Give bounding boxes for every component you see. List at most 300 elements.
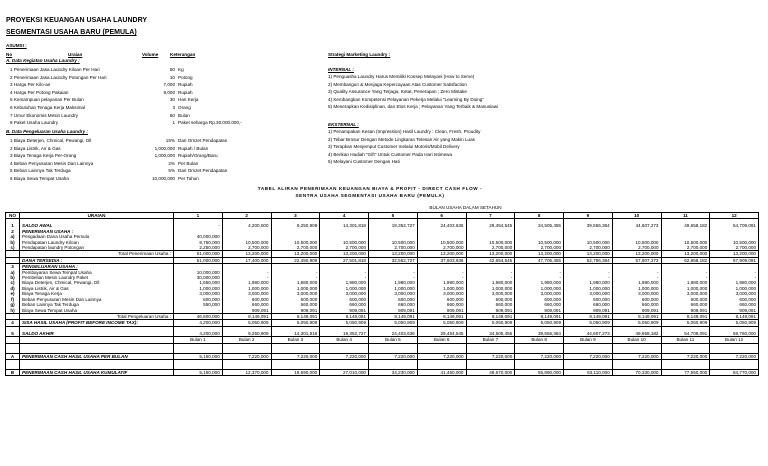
row-label: Total Penerimaan Usaha : bbox=[20, 251, 174, 257]
row-value: 40,000,000 bbox=[174, 234, 223, 239]
row-value: 1,980,000 bbox=[710, 280, 759, 285]
row-value: 7,220,000 bbox=[271, 353, 320, 359]
header-month: 5 bbox=[369, 213, 418, 219]
row-value: Bulan 7 bbox=[466, 337, 515, 343]
asumsi-item-volume: 1 bbox=[172, 120, 175, 126]
external-item: 5) Melayani Customer Dengan Hati bbox=[328, 159, 400, 165]
row-value: 8,149,091 bbox=[710, 313, 759, 319]
asumsi-item-uraian: 4 Beban Penyusutan Mesin Dan Lainnya bbox=[10, 160, 94, 166]
row-value: 909,091 bbox=[417, 308, 466, 314]
asumsi-label: ASUMSI : bbox=[6, 43, 27, 48]
row-value: 7,220,000 bbox=[661, 353, 710, 359]
row-value: - bbox=[612, 275, 661, 280]
row-value: 2,700,000 bbox=[466, 245, 515, 251]
row-value: 34,505,455 bbox=[466, 331, 515, 337]
row-label: SISA HASIL USAHA (PROFIT BEFORE INCOME TAX): bbox=[20, 320, 174, 326]
row-value: 55,890,000 bbox=[515, 369, 564, 375]
row-value: 600,000 bbox=[564, 297, 613, 302]
row-value: 600,000 bbox=[466, 297, 515, 302]
row-value: 8,149,091 bbox=[466, 313, 515, 319]
row-value bbox=[271, 359, 320, 369]
row-value: 660,000 bbox=[564, 302, 613, 307]
row-value: 2,700,000 bbox=[515, 245, 564, 251]
row-value: 2,700,000 bbox=[320, 245, 369, 251]
row-value: 19,590,000 bbox=[271, 369, 320, 375]
row-value: 13,200,000 bbox=[612, 251, 661, 257]
row-value: 1,980,000 bbox=[369, 280, 418, 285]
row-value: 5,050,909 bbox=[417, 320, 466, 326]
row-value: 600,000 bbox=[174, 297, 223, 302]
row-value: 1,980,000 bbox=[320, 280, 369, 285]
row-value: 12,370,000 bbox=[222, 369, 271, 375]
row-value: 41,450,000 bbox=[417, 369, 466, 375]
row-value: 2,700,000 bbox=[612, 245, 661, 251]
row-value: 1,000,000 bbox=[417, 286, 466, 291]
asumsi-item-uraian: 1 Biaya Deterjen, Chmical, Pewangi, Dll bbox=[10, 138, 92, 143]
row-value: 600,000 bbox=[222, 297, 271, 302]
row-value: 13,200,000 bbox=[369, 251, 418, 257]
row-value: 2,700,000 bbox=[222, 245, 271, 251]
asumsi-item bbox=[10, 120, 310, 128]
row-value: 660,000 bbox=[612, 302, 661, 307]
row-value: 30,000,000 bbox=[174, 275, 223, 280]
asumsi-item-keterangan: Orang bbox=[178, 104, 191, 110]
row-value: - bbox=[661, 270, 710, 275]
internal-item: 1) Penguasha Laundry Harus Memiliki Konsep Melayani (How to Serve) bbox=[328, 74, 475, 79]
row-value: 1,000,000 bbox=[320, 286, 369, 291]
row-value: 5,050,909 bbox=[222, 320, 271, 326]
row-value: 13,200,000 bbox=[661, 251, 710, 257]
row-value: Bulan 10 bbox=[612, 337, 661, 343]
asumsi-item-uraian: 2 Biaya Listrik, Air & Gas bbox=[10, 145, 61, 151]
row-value: 3,000,000 bbox=[174, 291, 223, 296]
row-label: Pembayaran Sewa Tempat Usaha bbox=[20, 270, 174, 275]
row-value: 10,500,000 bbox=[271, 240, 320, 245]
external-label: EKSTERNAL : bbox=[328, 122, 359, 127]
table-subtitle: SENTRA USAHA SEGMENTASI USAHA BARU (PEMULA) bbox=[295, 193, 445, 198]
internal-list bbox=[328, 74, 498, 112]
row-value: 37,603,636 bbox=[417, 257, 466, 263]
row-value: 660,000 bbox=[271, 302, 320, 307]
row-value bbox=[710, 343, 759, 353]
row-value: 7,220,000 bbox=[612, 353, 661, 359]
row-no: A bbox=[6, 353, 20, 359]
row-no: a) bbox=[6, 234, 20, 239]
row-value: 7,220,000 bbox=[320, 353, 369, 359]
row-label: Pembelian Mesin Laundry Paket bbox=[20, 275, 174, 280]
row-value: - bbox=[174, 308, 223, 314]
header-month: 3 bbox=[271, 213, 320, 219]
row-value: 600,000 bbox=[661, 297, 710, 302]
row-value: 19,352,727 bbox=[320, 331, 369, 337]
internal-item: 4) Kembangkan Kompetensi Pelayanan Pekerja Melalui "Learning By Doing" bbox=[328, 96, 484, 102]
row-value: 909,091 bbox=[661, 308, 710, 314]
row-no: h) bbox=[6, 308, 20, 314]
internal-item: 5) Menerapkan Kedisiplinan, dan Etos Kerja ; Pelayanan Yang Terbaik & Manusiawi bbox=[328, 104, 499, 110]
row-value: 46,800,000 bbox=[174, 313, 223, 319]
row-label: Biaya Listrik, Air & Gas bbox=[20, 286, 174, 291]
row-value: 600,000 bbox=[417, 297, 466, 302]
asumsi-item bbox=[10, 161, 310, 169]
row-value: 1,000,000 bbox=[369, 286, 418, 291]
row-value: 5,150,000 bbox=[174, 369, 223, 375]
row-value: 10,500,000 bbox=[515, 240, 564, 245]
row-value bbox=[661, 359, 710, 369]
row-value: 3,000,000 bbox=[417, 291, 466, 296]
asumsi-item bbox=[10, 176, 310, 184]
row-value: 5,050,909 bbox=[271, 320, 320, 326]
asumsi-item bbox=[10, 67, 310, 75]
page-subtitle: SEGMENTASI USAHA BARU (PEMULA) bbox=[6, 29, 137, 36]
asumsi-item-volume: 10 bbox=[169, 74, 175, 80]
row-value: 1,980,000 bbox=[515, 280, 564, 285]
row-label: Pendapatan laundry Potongan bbox=[20, 245, 174, 251]
row-value: 10,500,000 bbox=[466, 240, 515, 245]
row-value: 39,556,364 bbox=[564, 223, 613, 228]
row-value: 909,091 bbox=[320, 308, 369, 314]
row-value: 9,250,909 bbox=[271, 223, 320, 228]
table-title: TABEL ALIRAN PENERIMAAN KEUANGAN BIAYA & PROFIT - DIRECT CASH FLOW - bbox=[257, 186, 483, 191]
row-value: 909,091 bbox=[466, 308, 515, 314]
row-value: 39,556,364 bbox=[515, 331, 564, 337]
row-value: 27,501,818 bbox=[320, 257, 369, 263]
asumsi-item bbox=[10, 146, 310, 154]
asumsi-item-keterangan: Rupiah bbox=[178, 89, 193, 95]
asumsi-section-b: B. Data Pengeluaran Usaha Laundry : bbox=[6, 129, 88, 134]
header-month: 8 bbox=[515, 213, 564, 219]
asumsi-section-a: A. Data Kegiatan Usaha Laundry : bbox=[6, 58, 80, 63]
row-value: 29,454,545 bbox=[417, 331, 466, 337]
row-value: 660,000 bbox=[222, 302, 271, 307]
asumsi-item bbox=[10, 90, 310, 98]
strategi-title: Strategi Marketing Laundry : bbox=[328, 52, 391, 57]
asumsi-item-volume: 1,000,000 bbox=[154, 145, 175, 151]
row-value: 1,000,000 bbox=[710, 286, 759, 291]
row-value: 5,050,909 bbox=[661, 320, 710, 326]
external-list bbox=[328, 129, 480, 167]
row-value: Bulan 11 bbox=[661, 337, 710, 343]
row-no: b) bbox=[6, 275, 20, 280]
row-label: PENERIMAAN USAHA : bbox=[20, 229, 174, 234]
row-no: 3 bbox=[6, 264, 20, 270]
row-value: 47,705,455 bbox=[515, 257, 564, 263]
header-uraian: URAIAN bbox=[20, 213, 174, 219]
row-no bbox=[6, 359, 20, 369]
row-value: 5,050,909 bbox=[369, 320, 418, 326]
row-value: 3,000,000 bbox=[612, 291, 661, 296]
asumsi-item-volume: 30 bbox=[169, 97, 175, 103]
row-value: 3,000,000 bbox=[466, 291, 515, 296]
asumsi-item-keterangan: Rupiah / Bulan bbox=[178, 145, 209, 151]
header-month: 1 bbox=[174, 213, 223, 219]
row-value: 1,980,000 bbox=[222, 280, 271, 285]
row-value: 5,050,909 bbox=[612, 320, 661, 326]
row-value: 13,200,000 bbox=[466, 251, 515, 257]
asumsi-item-uraian: 8 Paket Usaha Laundry bbox=[10, 120, 59, 126]
row-value: 8,149,091 bbox=[271, 313, 320, 319]
row-value bbox=[369, 343, 418, 353]
row-value bbox=[222, 343, 271, 353]
row-value: 5,150,000 bbox=[174, 353, 223, 359]
row-no bbox=[6, 343, 20, 353]
header-month: 6 bbox=[417, 213, 466, 219]
external-item: 2) Tebar Brosur Dengan Metode Lingkaran Tetesan Air yang Makin Luas bbox=[328, 136, 475, 142]
row-value: 2,700,000 bbox=[564, 245, 613, 251]
row-value: 2,700,000 bbox=[271, 245, 320, 251]
asumsi-item bbox=[10, 113, 310, 121]
row-value: 7,220,000 bbox=[222, 353, 271, 359]
asumsi-item-uraian: 3 Biaya Tenaga Kerja Per-Orang bbox=[10, 153, 77, 159]
row-value: 52,756,364 bbox=[564, 257, 613, 263]
row-value: - bbox=[417, 270, 466, 275]
row-value: 49,658,182 bbox=[612, 331, 661, 337]
row-value: 7,220,000 bbox=[417, 353, 466, 359]
row-label: Biaya Sewa Tempat Usaha bbox=[20, 308, 174, 314]
row-label bbox=[20, 359, 174, 369]
internal-item: 2) Membangun & Menjaga Kepercayaan Atas Customer Satisfaction bbox=[328, 81, 467, 87]
row-value: 7,220,000 bbox=[515, 353, 564, 359]
row-value bbox=[466, 343, 515, 353]
asumsi-item-keterangan: Paket seharga Rp.30.000.000,- bbox=[178, 120, 242, 126]
asumsi-item-keterangan: Potong bbox=[178, 74, 193, 80]
row-value: 57,807,273 bbox=[612, 257, 661, 263]
table-row bbox=[6, 359, 759, 369]
row-value bbox=[320, 343, 369, 353]
row-value: 5,050,909 bbox=[710, 320, 759, 326]
row-value: 600,000 bbox=[320, 297, 369, 302]
row-value: 13,200,000 bbox=[564, 251, 613, 257]
row-value bbox=[417, 343, 466, 353]
cash-flow-table bbox=[5, 212, 759, 376]
internal-label: INTERNAL : bbox=[328, 67, 354, 72]
row-label: Beban Penyusutan Mesin Dan Lainnya bbox=[20, 297, 174, 302]
row-value: - bbox=[174, 223, 223, 228]
header-month: 4 bbox=[320, 213, 369, 219]
row-label: DANA TERSEDIA : bbox=[20, 257, 174, 263]
row-label: PENERIMAAN CASH HASIL USAHA PER BULAN bbox=[20, 353, 174, 359]
row-value: 8,149,091 bbox=[222, 313, 271, 319]
row-value: 5,050,909 bbox=[564, 320, 613, 326]
row-value: 600,000 bbox=[369, 297, 418, 302]
row-value: 77,550,000 bbox=[661, 369, 710, 375]
row-label: Pendapatan Laundry Kiloan bbox=[20, 240, 174, 245]
row-value: 4,200,000 bbox=[222, 223, 271, 228]
external-item: 4) Berikan Hadiah "Gift" Untuk Customer Pada Hari Istimewa bbox=[328, 151, 453, 157]
row-value: 10,500,000 bbox=[661, 240, 710, 245]
row-value: 13,200,000 bbox=[320, 251, 369, 257]
row-value: 24,403,636 bbox=[369, 331, 418, 337]
row-value: Bulan 6 bbox=[417, 337, 466, 343]
row-value: 660,000 bbox=[661, 302, 710, 307]
row-label: PENGELUARAN USAHA : bbox=[20, 264, 174, 270]
row-no: b) bbox=[6, 240, 20, 245]
row-value: 1,980,000 bbox=[417, 280, 466, 285]
row-value: 13,200,000 bbox=[515, 251, 564, 257]
row-value: 550,000 bbox=[174, 302, 223, 307]
row-value: 4,200,000 bbox=[174, 331, 223, 337]
page-title: PROYEKSI KEUANGAN USAHA LAUNDRY bbox=[6, 17, 148, 24]
row-no: 4 bbox=[6, 320, 20, 326]
row-value: 600,000 bbox=[612, 297, 661, 302]
row-value: 13,200,000 bbox=[271, 251, 320, 257]
row-no: 2 bbox=[6, 229, 20, 234]
row-value: Bulan 3 bbox=[271, 337, 320, 343]
header-month: 10 bbox=[612, 213, 661, 219]
row-value: 70,330,000 bbox=[612, 369, 661, 375]
row-value bbox=[174, 359, 223, 369]
row-value: Bulan 2 bbox=[222, 337, 271, 343]
asumsi-item bbox=[10, 97, 310, 105]
row-value: 49,658,182 bbox=[661, 223, 710, 228]
row-value bbox=[417, 359, 466, 369]
row-no: B bbox=[6, 369, 20, 375]
row-value: 3,000,000 bbox=[564, 291, 613, 296]
asumsi-item-uraian: 6 Biaya Sewa Tempat Usaha bbox=[10, 175, 69, 181]
row-value: 660,000 bbox=[515, 302, 564, 307]
row-value: 2,700,000 bbox=[661, 245, 710, 251]
row-value: 10,500,000 bbox=[417, 240, 466, 245]
row-value: 9,250,909 bbox=[222, 331, 271, 337]
row-value bbox=[515, 343, 564, 353]
row-no: 5 bbox=[6, 331, 20, 337]
row-value: 8,750,000 bbox=[174, 240, 223, 245]
row-no: c) bbox=[6, 245, 20, 251]
row-label: Beban Lainnya Tak Terduga bbox=[20, 302, 174, 307]
external-item: 1) Penampakan Kesan (Impression) Hasil Laundry : Clean, Fresh, Proudity bbox=[328, 129, 481, 134]
row-value: - bbox=[612, 270, 661, 275]
row-value: 22,450,909 bbox=[271, 257, 320, 263]
row-value: 1,000,000 bbox=[271, 286, 320, 291]
row-value bbox=[661, 343, 710, 353]
row-value: Bulan 4 bbox=[320, 337, 369, 343]
row-value: 8,149,091 bbox=[612, 313, 661, 319]
asumsi-item-volume: 50 bbox=[169, 67, 175, 72]
asumsi-item-volume: 3 bbox=[172, 104, 175, 110]
asumsi-item-uraian: 3 Harga Per Kilo-an bbox=[10, 82, 51, 88]
row-value: - bbox=[564, 270, 613, 275]
asumsi-item-volume: 60 bbox=[169, 112, 175, 118]
row-value: 62,858,182 bbox=[661, 257, 710, 263]
asumsi-list-b bbox=[10, 138, 310, 184]
row-label: Biaya Tenaga Kerja bbox=[20, 291, 174, 296]
row-value: 59,760,000 bbox=[710, 331, 759, 337]
row-value: 10,500,000 bbox=[222, 240, 271, 245]
row-value: 14,301,818 bbox=[320, 223, 369, 228]
asumsi-item-volume: 1,000,000 bbox=[154, 153, 175, 159]
asumsi-item-keterangan: Rupiah bbox=[178, 82, 193, 88]
row-value: 29,454,545 bbox=[466, 223, 515, 228]
asumsi-item-volume: 7,000 bbox=[163, 82, 175, 88]
row-value: 7,220,000 bbox=[369, 353, 418, 359]
row-no: a) bbox=[6, 270, 20, 275]
row-value: 8,149,091 bbox=[320, 313, 369, 319]
row-value: 51,000,000 bbox=[174, 251, 223, 257]
row-value: Bulan 12 bbox=[710, 337, 759, 343]
row-value bbox=[710, 359, 759, 369]
row-label: Biaya Deterjen, Chmical, Pewangi, Dll bbox=[20, 280, 174, 285]
row-label: Pengadaan Dana Usaha Pemula bbox=[20, 234, 174, 239]
row-value: 19,352,727 bbox=[369, 223, 418, 228]
row-value: 660,000 bbox=[369, 302, 418, 307]
row-value: 8,149,091 bbox=[661, 313, 710, 319]
row-value bbox=[174, 343, 223, 353]
asumsi-item bbox=[10, 105, 310, 113]
row-value: 10,500,000 bbox=[710, 240, 759, 245]
asumsi-item-keterangan: Per Bulan bbox=[178, 160, 199, 166]
row-value bbox=[222, 359, 271, 369]
row-value: 8,149,091 bbox=[369, 313, 418, 319]
row-value: 660,000 bbox=[710, 302, 759, 307]
header-month: 9 bbox=[564, 213, 613, 219]
asumsi-item-uraian: 5 Kemampuan pelayanan Per Bulan bbox=[10, 97, 84, 103]
asumsi-item bbox=[10, 138, 310, 146]
asumsi-item-volume: 15% bbox=[165, 138, 175, 143]
row-value: 34,505,455 bbox=[515, 223, 564, 228]
asumsi-item-uraian: 1 Penerimaan Jasa Laundry Kiloan Per Hari bbox=[10, 67, 100, 72]
row-value: 14,301,818 bbox=[271, 331, 320, 337]
row-value: 10,500,000 bbox=[564, 240, 613, 245]
asumsi-item-uraian: 5 Beban Lainnya Tak Terduga bbox=[10, 168, 71, 174]
row-value: 54,709,091 bbox=[661, 331, 710, 337]
row-value: 1,980,000 bbox=[612, 280, 661, 285]
table-row bbox=[6, 369, 759, 375]
header-month: 7 bbox=[466, 213, 515, 219]
row-value: Bulan 9 bbox=[564, 337, 613, 343]
row-label bbox=[20, 343, 174, 353]
row-value: 1,000,000 bbox=[564, 286, 613, 291]
row-value: - bbox=[710, 275, 759, 280]
row-value: - bbox=[564, 275, 613, 280]
asumsi-item-keterangan: Dari Omzet Pendapatan bbox=[178, 138, 228, 143]
row-value: - bbox=[320, 275, 369, 280]
row-value: 44,607,273 bbox=[564, 331, 613, 337]
header-month: 11 bbox=[661, 213, 710, 219]
row-value: 13,200,000 bbox=[710, 251, 759, 257]
row-no: 1 bbox=[6, 223, 20, 228]
row-value: 1,000,000 bbox=[612, 286, 661, 291]
asumsi-col-volume: Volume bbox=[142, 52, 159, 57]
asumsi-item-volume: 10,000,000 bbox=[152, 175, 175, 181]
asumsi-item-keterangan: Kg bbox=[178, 67, 184, 72]
asumsi-item-keterangan: Rupiah/Orang/Baru bbox=[178, 153, 218, 159]
asumsi-list-a bbox=[10, 67, 310, 128]
asumsi-col-no: No bbox=[6, 52, 13, 57]
row-value: 7,220,000 bbox=[466, 353, 515, 359]
row-value: - bbox=[710, 270, 759, 275]
row-value: Bulan 5 bbox=[369, 337, 418, 343]
row-no: g) bbox=[6, 302, 20, 307]
header-month: 2 bbox=[222, 213, 271, 219]
row-value bbox=[564, 359, 613, 369]
row-no: e) bbox=[6, 291, 20, 296]
row-value: 909,091 bbox=[271, 308, 320, 314]
row-value: 10,500,000 bbox=[320, 240, 369, 245]
row-value bbox=[369, 359, 418, 369]
row-value: 8,149,091 bbox=[564, 313, 613, 319]
row-value: 1,000,000 bbox=[174, 286, 223, 291]
row-label: SALDO AWAL bbox=[20, 223, 174, 228]
row-label: Total Pengeluaran Usaha : bbox=[20, 313, 174, 319]
row-value: - bbox=[369, 270, 418, 275]
row-value: 51,000,000 bbox=[174, 257, 223, 263]
row-value: 909,091 bbox=[564, 308, 613, 314]
asumsi-item-keterangan: Hari Kerja bbox=[178, 97, 199, 103]
row-value: 24,403,636 bbox=[417, 223, 466, 228]
row-value: 8,149,091 bbox=[515, 313, 564, 319]
row-value: - bbox=[515, 275, 564, 280]
row-no: f) bbox=[6, 297, 20, 302]
row-value: 3,000,000 bbox=[710, 291, 759, 296]
